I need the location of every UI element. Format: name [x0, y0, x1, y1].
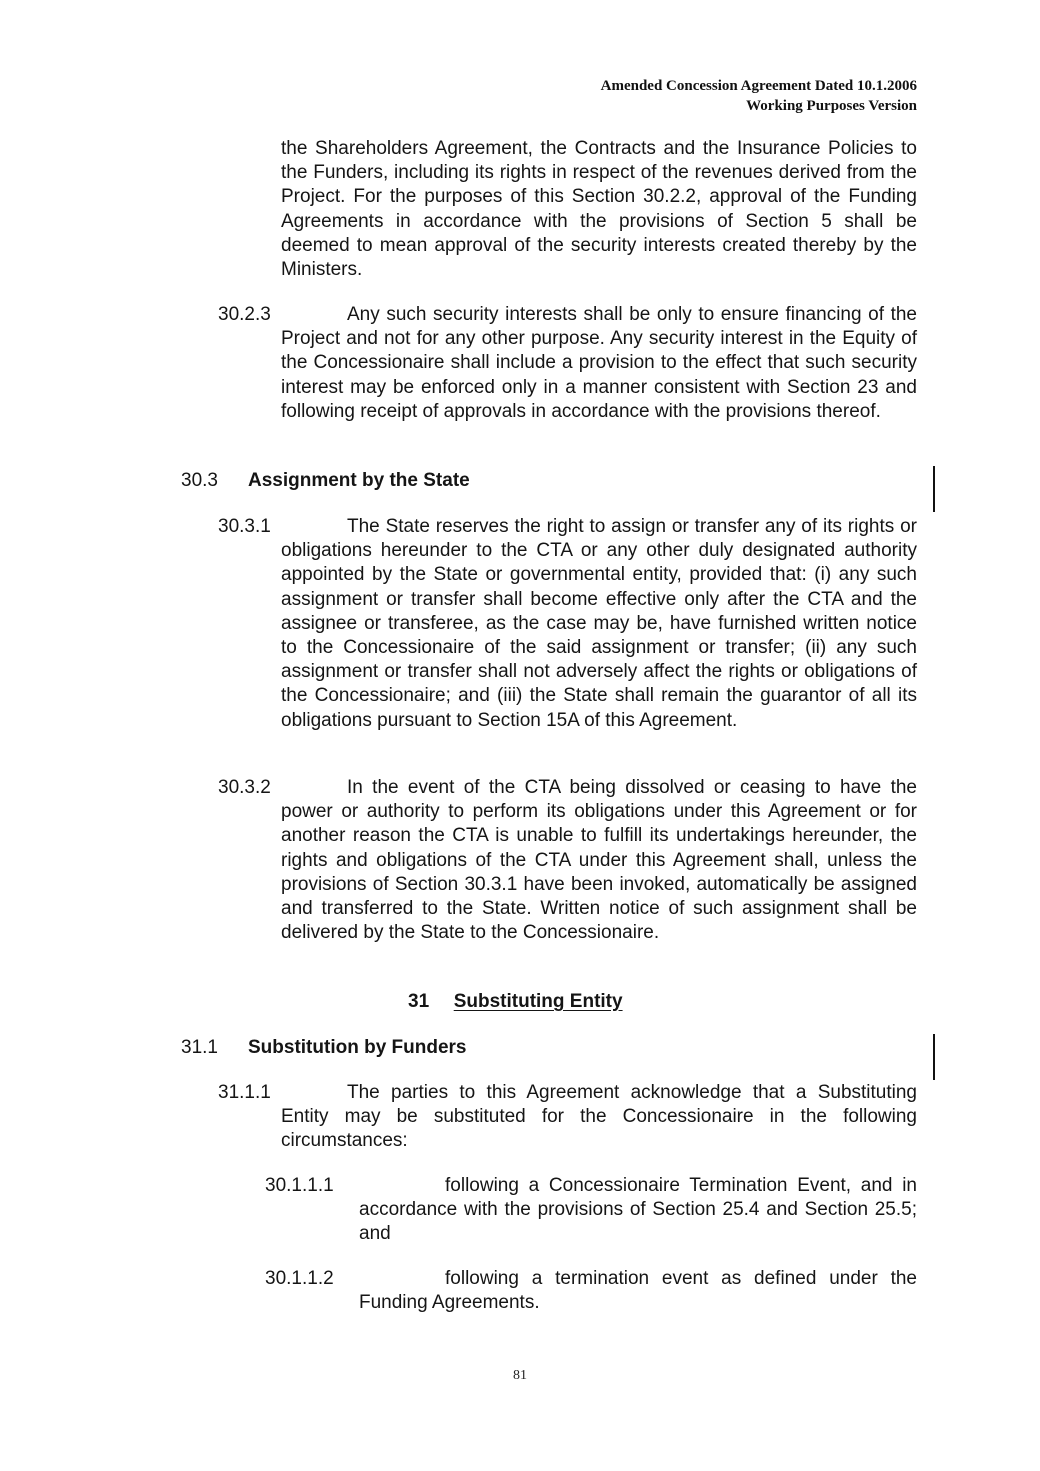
- section-number: 31.1: [181, 1037, 218, 1058]
- clause-text: The State reserves the right to assign or transfer any of its rights or obligations hereunder to the CTA or any other duly designated authority appointed by the State or governmental entity, provided that: (i) any such assignment or transfer shall become effective only after the CTA and the assignee or transferee, as the case may be, have furnished written notice to the Concessionaire of the said assignment or transfer; (ii) any such assignment or transfer shall not adversely affect the rights or obligations of the Concessionaire; and (iii) the State shall remain the guarantor of all its obligations pursuant to Section 15A of this Agreement.: [281, 516, 917, 731]
- article-title: Substituting Entity: [453, 991, 623, 1012]
- clause-number: 30.3.1: [218, 516, 271, 537]
- section-heading: Assignment by the State: [248, 470, 470, 491]
- page-number: 81: [513, 1368, 527, 1383]
- section-number: 30.3: [181, 470, 218, 491]
- section-heading: Substitution by Funders: [248, 1037, 467, 1058]
- subclause-text: following a Concessionaire Termination Event, and in accordance with the provisions of Section 25.4 and Section 25.5; and: [359, 1175, 917, 1245]
- clause-number: 30.2.3: [218, 304, 271, 325]
- continuation-paragraph: the Shareholders Agreement, the Contracts and the Insurance Policies to the Funders, including its rights in respect of the revenues derived from the Project. For the purposes of this Section 30.2.2, approval of the Funding Agreements in accordance with the provisions of Section 5 shall be deemed to mean approval of the security interests created thereby by the Ministers.: [281, 138, 917, 281]
- clause-text: In the event of the CTA being dissolved or ceasing to have the power or authority to perform its obligations under this Agreement or for another reason the CTA is unable to fulfill its undertakings hereunder, the rights and obligations of the CTA under this Agreement shall, unless the provisions of Section 30.3.1 have been invoked, automatically be assigned and transferred to the State. Written notice of such assignment shall be delivered by the State to the Concessionaire.: [281, 777, 917, 944]
- revision-bar: [933, 466, 935, 512]
- article-number: 31: [408, 991, 430, 1012]
- header-version: Working Purposes Version: [746, 98, 917, 114]
- revision-bar: [933, 1034, 935, 1080]
- clause-text: Any such security interests shall be only to ensure financing of the Project and not for any other purpose. Any security interest in the Equity of the Concessionaire shall include a provision to the effect that such security interest may be enforced only in a manner consistent with Section 23 and following receipt of approvals in accordance with the provisions thereof.: [281, 304, 917, 422]
- running-header: [601, 76, 917, 116]
- subclause-number: 30.1.1.1: [265, 1175, 334, 1196]
- subclause-number: 30.1.1.2: [265, 1268, 334, 1289]
- article-heading: [408, 990, 623, 1014]
- header-title: Amended Concession Agreement Dated 10.1.2006: [600, 78, 917, 94]
- subclause-text: following a termination event as defined under the Funding Agreements.: [359, 1268, 917, 1314]
- clause-text: The parties to this Agreement acknowledge that a Substituting Entity may be substituted for the Concessionaire in the following circumstances:: [281, 1082, 917, 1152]
- clause-number: 30.3.2: [218, 777, 271, 798]
- clause-number: 31.1.1: [218, 1082, 271, 1103]
